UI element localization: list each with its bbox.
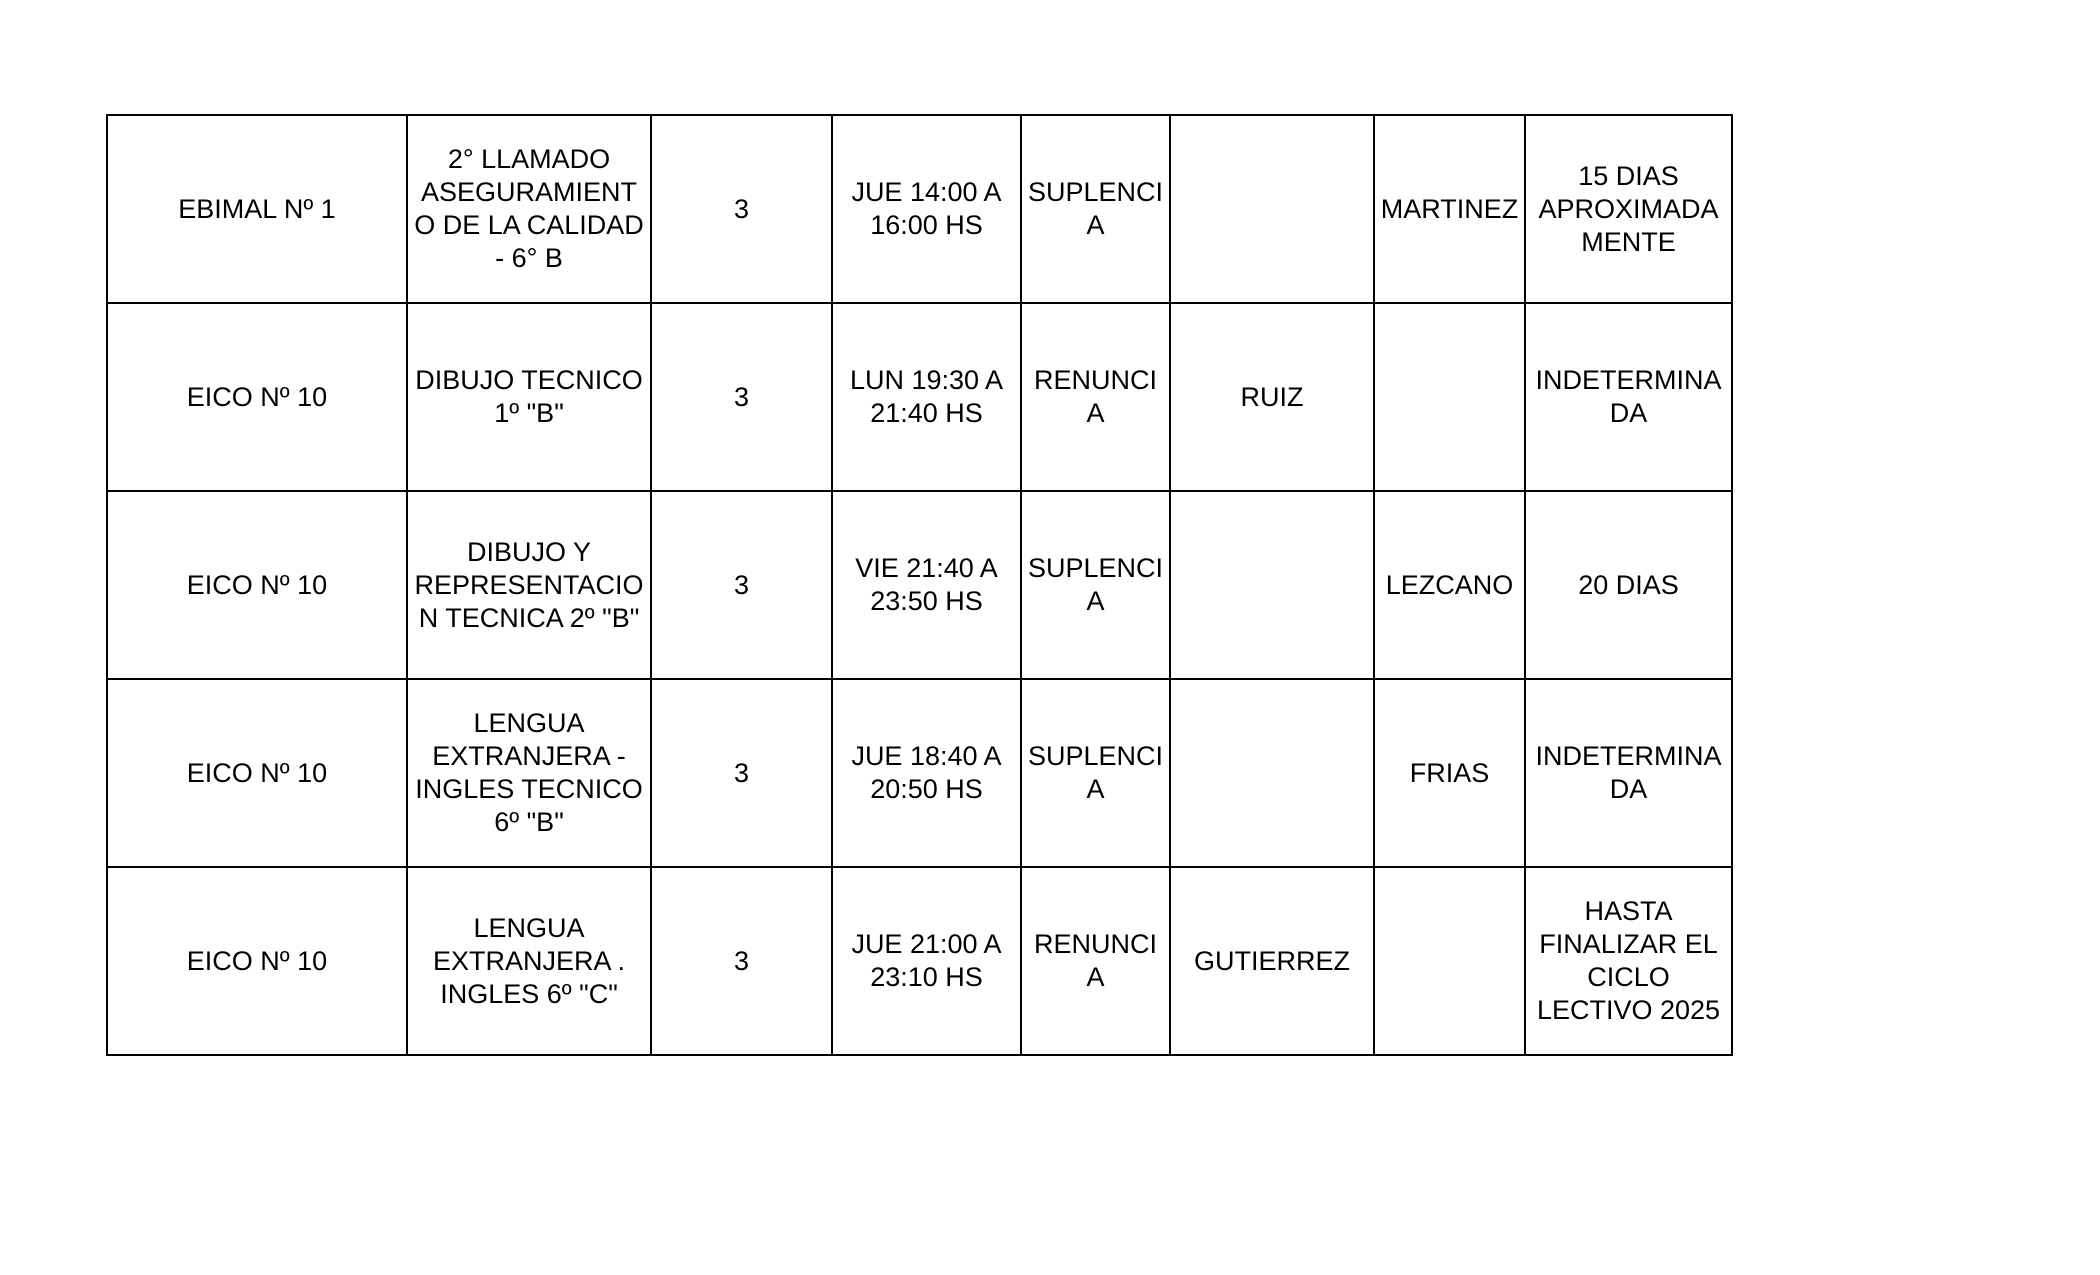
subject-cell: [407, 115, 651, 303]
subject-line: O DE LA CALIDAD: [414, 210, 644, 240]
subject-line: EXTRANJERA .: [432, 945, 626, 976]
replaced-teacher-text: LEZCANO: [1385, 569, 1514, 600]
schedule-cell: [832, 679, 1021, 867]
duration-line: INDETERMINA: [1535, 741, 1722, 771]
school-cell: [107, 679, 407, 867]
schedule-cell: [832, 867, 1021, 1055]
subject-line: LENGUA: [473, 912, 585, 943]
subject-line: N TECNICA 2º "B": [418, 602, 640, 633]
table-body: [107, 115, 1732, 1055]
previous-teacher-cell: [1170, 303, 1374, 491]
school-text: EICO Nº 10: [186, 569, 328, 600]
replaced-teacher-cell: [1374, 303, 1525, 491]
vacancies-table: [106, 114, 1733, 1056]
duration-line: FINALIZAR EL: [1539, 929, 1718, 959]
previous-teacher-cell: [1170, 115, 1374, 303]
subject-line: INGLES TECNICO: [415, 774, 643, 804]
subject-line: EXTRANJERA -: [432, 741, 626, 771]
reason-line: RENUNCI: [1033, 929, 1157, 959]
subject-line: REPRESENTACIO: [414, 569, 644, 600]
reason-line: SUPLENCI: [1027, 177, 1164, 207]
duration-line: INDETERMINA: [1535, 365, 1722, 395]
hours-text: 3: [733, 381, 750, 412]
table-row: [107, 679, 1732, 867]
reason-line: A: [1086, 210, 1105, 240]
schedule-line: JUE 18:40 A: [851, 741, 1002, 771]
schedule-line: 23:50 HS: [870, 586, 983, 616]
previous-teacher-cell: [1170, 867, 1374, 1055]
subject-cell: [407, 679, 651, 867]
duration-line: CICLO: [1587, 962, 1670, 992]
schedule-line: 16:00 HS: [870, 210, 983, 240]
previous-teacher-cell: [1170, 679, 1374, 867]
hours-cell: [651, 867, 832, 1055]
duration-line: DA: [1609, 774, 1648, 804]
reason-line: SUPLENCI: [1027, 741, 1164, 771]
reason-line: A: [1086, 962, 1105, 992]
reason-line: RENUNCI: [1033, 365, 1157, 395]
subject-line: 6º "B": [494, 807, 564, 837]
replaced-teacher-text: MARTINEZ: [1380, 193, 1519, 224]
schedule-line: 20:50 HS: [870, 774, 983, 804]
schedule-cell: [832, 303, 1021, 491]
school-text: EBIMAL Nº 1: [178, 193, 336, 224]
reason-cell: [1021, 491, 1170, 679]
duration-line: HASTA: [1584, 896, 1673, 926]
schedule-line: LUN 19:30 A: [849, 365, 1004, 395]
school-text: EICO Nº 10: [186, 381, 328, 412]
schedule-line: JUE 21:00 A: [851, 929, 1002, 959]
hours-text: 3: [733, 757, 750, 788]
duration-cell: [1525, 679, 1732, 867]
hours-text: 3: [733, 569, 750, 600]
duration-line: DA: [1609, 398, 1648, 428]
replaced-teacher-cell: [1374, 115, 1525, 303]
subject-line: LENGUA: [473, 708, 585, 738]
schedule-cell: [832, 491, 1021, 679]
duration-cell: [1525, 303, 1732, 491]
subject-line: - 6° B: [495, 243, 563, 273]
previous-teacher-cell: [1170, 491, 1374, 679]
subject-cell: [407, 491, 651, 679]
table-row: [107, 491, 1732, 679]
replaced-teacher-text: FRIAS: [1409, 757, 1490, 788]
duration-cell: [1525, 491, 1732, 679]
school-cell: [107, 115, 407, 303]
hours-cell: [651, 491, 832, 679]
duration-line: 15 DIAS: [1578, 160, 1679, 191]
previous-teacher-text: RUIZ: [1240, 381, 1304, 412]
reason-cell: [1021, 679, 1170, 867]
subject-line: 1º "B": [494, 398, 564, 428]
reason-line: A: [1086, 774, 1105, 804]
hours-cell: [651, 679, 832, 867]
reason-cell: [1021, 303, 1170, 491]
schedule-cell: [832, 115, 1021, 303]
replaced-teacher-cell: [1374, 679, 1525, 867]
schedule-line: JUE 14:00 A: [851, 177, 1002, 207]
hours-cell: [651, 303, 832, 491]
reason-line: A: [1086, 586, 1105, 616]
duration-line: LECTIVO 2025: [1536, 995, 1721, 1025]
table-row: [107, 115, 1732, 303]
table-row: [107, 303, 1732, 491]
reason-line: A: [1086, 398, 1105, 428]
duration-line: APROXIMADA: [1538, 193, 1719, 224]
subject-line: ASEGURAMIENT: [420, 177, 638, 207]
reason-line: SUPLENCI: [1027, 553, 1164, 583]
previous-teacher-text: GUTIERREZ: [1193, 945, 1350, 976]
school-text: EICO Nº 10: [186, 945, 328, 976]
schedule-line: 23:10 HS: [870, 962, 983, 992]
subject-line: 2° LLAMADO: [447, 144, 611, 174]
subject-line: DIBUJO Y: [466, 536, 592, 567]
hours-cell: [651, 115, 832, 303]
subject-cell: [407, 867, 651, 1055]
replaced-teacher-cell: [1374, 491, 1525, 679]
table-row: [107, 867, 1732, 1055]
duration-cell: [1525, 867, 1732, 1055]
schedule-line: VIE 21:40 A: [855, 553, 998, 583]
school-cell: [107, 303, 407, 491]
duration-line: MENTE: [1581, 226, 1676, 257]
hours-text: 3: [733, 193, 750, 224]
duration-line: 20 DIAS: [1578, 569, 1679, 600]
subject-cell: [407, 303, 651, 491]
subject-line: INGLES 6º "C": [440, 978, 618, 1009]
hours-text: 3: [733, 945, 750, 976]
school-text: EICO Nº 10: [186, 757, 328, 788]
schedule-line: 21:40 HS: [870, 398, 983, 428]
replaced-teacher-cell: [1374, 867, 1525, 1055]
school-cell: [107, 867, 407, 1055]
reason-cell: [1021, 115, 1170, 303]
reason-cell: [1021, 867, 1170, 1055]
school-cell: [107, 491, 407, 679]
duration-cell: [1525, 115, 1732, 303]
subject-line: DIBUJO TECNICO: [415, 365, 643, 395]
